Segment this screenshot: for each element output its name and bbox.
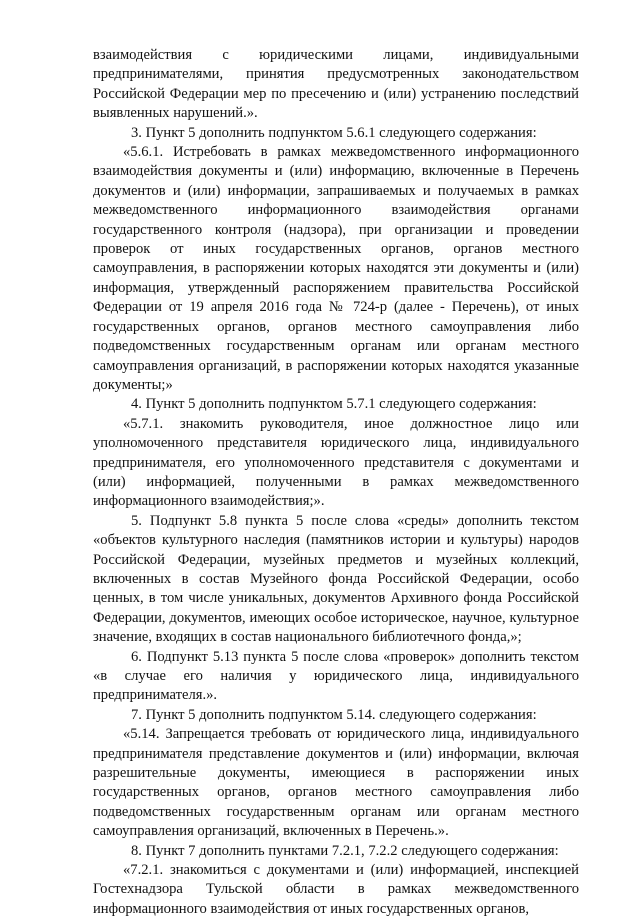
document-body xyxy=(93,46,579,919)
paragraph: 7. Пункт 5 дополнить подпунктом 5.14. следующего содержания: xyxy=(131,706,537,723)
paragraph: «7.2.1. знакомиться с документами и (или) информацией, инспекцией Гостехнадзора Тульской области в рамках межведомственного информационного взаимодействия от иных государственных органов, xyxy=(93,862,579,917)
paragraph: «5.6.1. Истребовать в рамках межведомственного информационного взаимодействия документы и (или) информацию, включенные в Перечень документов и (или) информации, запрашиваемых и получаемых в рамках межведомственного информационного взаимодействия органами государственного контроля (надзора), при организации и проведении проверок от иных государственных органов, органов местного самоуправления, в распоряжении которых находятся эти документы и (или) информация, утвержденный распоряжением правительства Российской Федерации от 19 апреля 2016 года № 724-р (далее - Перечень), от иных государственных органов, органов местного самоуправления либо подведомственных государственным органам или органам местного самоуправления организаций, в распоряжении которых находятся указанные документы;» xyxy=(93,144,579,393)
paragraph: взаимодействия с юридическими лицами, индивидуальными предпринимателями, принятия предусмотренных законодательством Российской Федерации мер по пресечению и (или) устранению последствий выявленных нарушений.». xyxy=(93,47,579,122)
paragraph: 3. Пункт 5 дополнить подпунктом 5.6.1 следующего содержания: xyxy=(131,124,537,141)
paragraph: 4. Пункт 5 дополнить подпунктом 5.7.1 следующего содержания: xyxy=(131,396,537,413)
paragraph: 5. Подпункт 5.8 пункта 5 после слова «среды» дополнить текстом «объектов культурного наследия (памятников истории и культуры) народов Российской Федерации, музейных предметов и музейных коллекций, включенных в состав Музейного фонда Российской Федерации, особо ценных, в том числе уникальных, документов Архивного фонда Российской Федерации, документов, имеющих особое историческое, научное, культурное значение, входящих в состав национального библиотечного фонда,»; xyxy=(93,512,579,646)
paragraph: «5.7.1. знакомить руководителя, иное должностное лицо или уполномоченного представителя юридического лица, индивидуального предпринимателя, его уполномоченного представителя с документами и (или) информацией, полученными в рамках межведомственного информационного взаимодействия;». xyxy=(93,415,579,510)
paragraph: 6. Подпункт 5.13 пункта 5 после слова «проверок» дополнить текстом «в случае его наличия у юридического лица, индивидуального предпринимателя.». xyxy=(93,648,579,704)
paragraph: «5.14. Запрещается требовать от юридического лица, индивидуального предпринимателя представление документов и (или) информации, включая разрешительные документы, имеющиеся в распоряжении иных государственных органов, органов местного самоуправления либо подведомственных государственным органам или органам местного самоуправления организаций, включенных в Перечень.». xyxy=(93,726,579,840)
paragraph: 8. Пункт 7 дополнить пунктами 7.2.1, 7.2.2 следующего содержания: xyxy=(131,842,559,859)
